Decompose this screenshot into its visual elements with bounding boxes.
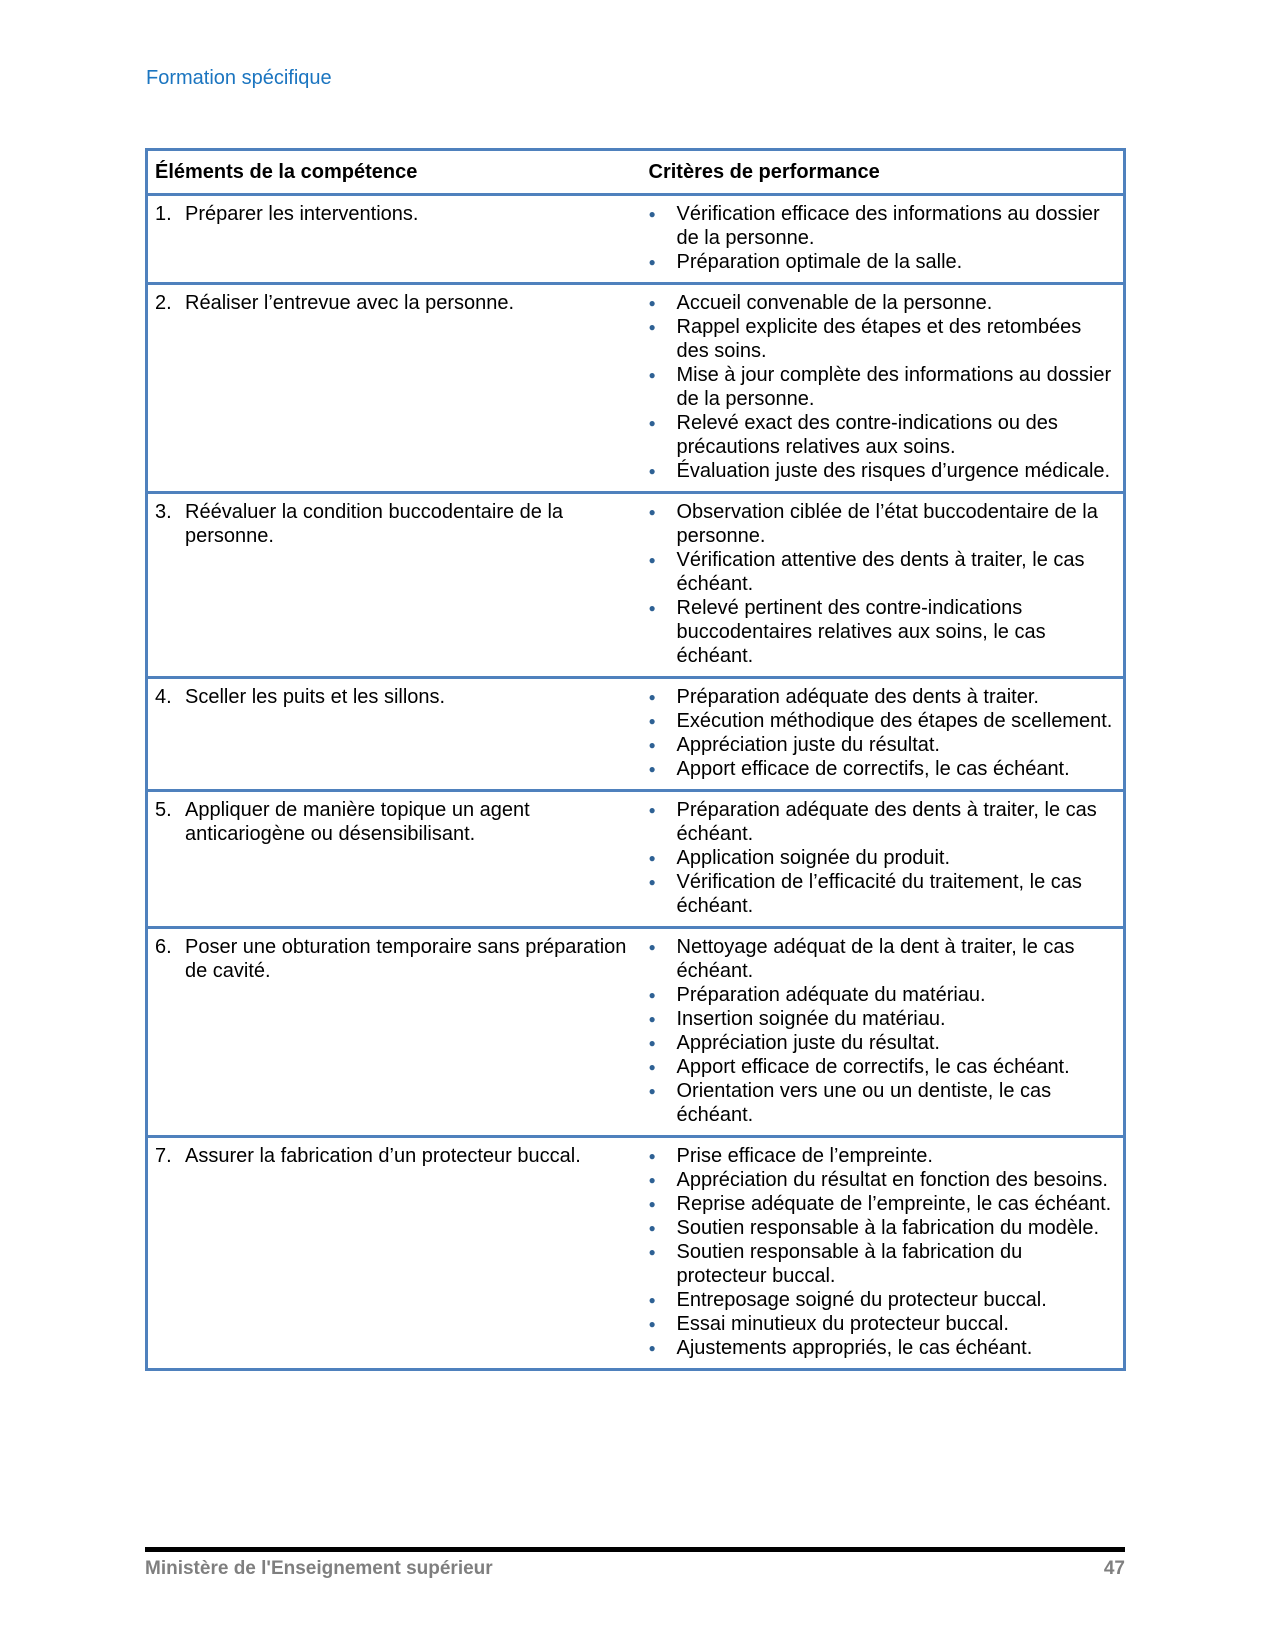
bullet-icon: ● (648, 1341, 656, 1355)
criteria-item (649, 798, 1118, 846)
criteria-cell (641, 284, 1125, 493)
bullet-icon: ● (648, 553, 656, 567)
criteria-item (649, 1055, 1118, 1079)
criteria-text: Évaluation juste des risques d’urgence médicale. (676, 460, 1111, 482)
bullet-icon: ● (648, 714, 656, 728)
item-number: 7. (155, 1145, 172, 1167)
item-number: 3. (155, 501, 172, 523)
criteria-item (649, 1312, 1118, 1336)
table-header-row (147, 150, 1125, 195)
criteria-item (649, 935, 1118, 983)
bullet-icon: ● (648, 1173, 656, 1187)
criteria-item (649, 983, 1118, 1007)
criteria-text: Appréciation juste du résultat. (676, 734, 940, 756)
footer-ministry-label: Ministère de l'Enseignement supérieur (145, 1558, 493, 1579)
criteria-item (649, 1168, 1118, 1192)
table-row (147, 791, 1125, 928)
criteria-text: Insertion soignée du matériau. (676, 1008, 946, 1030)
bullet-icon: ● (648, 296, 656, 310)
element-text: Préparer les interventions. (185, 203, 419, 225)
bullet-icon: ● (648, 207, 656, 221)
criteria-text: Vérification de l’efficacité du traitement, le cas échéant. (676, 871, 1082, 917)
criteria-text: Relevé exact des contre-indications ou des précautions relatives aux soins. (676, 412, 1058, 458)
criteria-text: Appréciation du résultat en fonction des besoins. (676, 1169, 1108, 1191)
bullet-icon: ● (648, 1197, 656, 1211)
criteria-cell (641, 1137, 1125, 1370)
criteria-text: Prise efficace de l’empreinte. (676, 1145, 933, 1167)
bullet-icon: ● (648, 1149, 656, 1163)
criteria-text: Vérification attentive des dents à traiter, le cas échéant. (676, 549, 1085, 595)
bullet-icon: ● (648, 1036, 656, 1050)
criteria-cell (641, 493, 1125, 678)
criteria-item (649, 315, 1118, 363)
item-number: 5. (155, 799, 172, 821)
criteria-item (649, 202, 1118, 250)
bullet-icon: ● (648, 1060, 656, 1074)
element-cell (147, 493, 641, 678)
criteria-cell (641, 678, 1125, 791)
bullet-icon: ● (648, 762, 656, 776)
item-number: 6. (155, 936, 172, 958)
table-row (147, 678, 1125, 791)
criteria-item (649, 1144, 1118, 1168)
page-footer (145, 1547, 1125, 1580)
criteria-text: Préparation adéquate des dents à traiter, le cas échéant. (676, 799, 1097, 845)
item-number: 2. (155, 292, 172, 314)
element-text: Appliquer de manière topique un agent anticariogène ou désensibilisant. (185, 799, 530, 845)
bullet-icon: ● (648, 738, 656, 752)
element-text: Poser une obturation temporaire sans préparation de cavité. (185, 936, 627, 982)
bullet-icon: ● (648, 255, 656, 269)
bullet-icon: ● (648, 851, 656, 865)
criteria-item (649, 250, 1118, 274)
criteria-item (649, 709, 1118, 733)
page-number: 47 (1103, 1558, 1125, 1579)
criteria-item (649, 459, 1118, 483)
bullet-icon: ● (648, 416, 656, 430)
criteria-item (649, 846, 1118, 870)
criteria-item (649, 291, 1118, 315)
criteria-item (649, 1007, 1118, 1031)
table-row (147, 928, 1125, 1137)
element-cell (147, 678, 641, 791)
element-cell (147, 284, 641, 493)
criteria-text: Relevé pertinent des contre-indications buccodentaires relatives aux soins, le cas échéant. (676, 597, 1046, 667)
criteria-text: Accueil convenable de la personne. (676, 292, 993, 314)
criteria-item (649, 411, 1118, 459)
criteria-item (649, 1031, 1118, 1055)
bullet-icon: ● (648, 803, 656, 817)
criteria-item (649, 1216, 1118, 1240)
bullet-icon: ● (648, 601, 656, 615)
criteria-text: Essai minutieux du protecteur buccal. (676, 1313, 1009, 1335)
criteria-text: Préparation adéquate du matériau. (676, 984, 986, 1006)
bullet-icon: ● (648, 368, 656, 382)
item-number: 4. (155, 686, 172, 708)
criteria-item (649, 363, 1118, 411)
bullet-icon: ● (648, 1012, 656, 1026)
criteria-text: Rappel explicite des étapes et des retombées des soins. (676, 316, 1082, 362)
bullet-icon: ● (648, 505, 656, 519)
criteria-text: Nettoyage adéquat de la dent à traiter, le cas échéant. (676, 936, 1075, 982)
element-text: Assurer la fabrication d’un protecteur buccal. (185, 1145, 581, 1167)
criteria-text: Application soignée du produit. (676, 847, 951, 869)
criteria-cell (641, 195, 1125, 284)
criteria-item (649, 685, 1118, 709)
footer-rule (145, 1547, 1125, 1552)
bullet-icon: ● (648, 988, 656, 1002)
bullet-icon: ● (648, 875, 656, 889)
criteria-text: Apport efficace de correctifs, le cas échéant. (676, 758, 1070, 780)
criteria-item (649, 1336, 1118, 1360)
bullet-icon: ● (648, 1245, 656, 1259)
column-header-criteres: Critères de performance (641, 150, 1125, 195)
criteria-text: Soutien responsable à la fabrication du modèle. (676, 1217, 1099, 1239)
criteria-item (649, 757, 1118, 781)
criteria-text: Apport efficace de correctifs, le cas échéant. (676, 1056, 1070, 1078)
bullet-icon: ● (648, 1317, 656, 1331)
criteria-item (649, 870, 1118, 918)
criteria-item (649, 1288, 1118, 1312)
table-row (147, 1137, 1125, 1370)
bullet-icon: ● (648, 464, 656, 478)
criteria-item (649, 500, 1118, 548)
criteria-item (649, 548, 1118, 596)
page-header-label: Formation spécifique (146, 67, 332, 89)
element-text: Sceller les puits et les sillons. (185, 686, 446, 708)
criteria-text: Appréciation juste du résultat. (676, 1032, 940, 1054)
criteria-text: Préparation optimale de la salle. (676, 251, 963, 273)
criteria-text: Exécution méthodique des étapes de scellement. (676, 710, 1113, 732)
criteria-text: Préparation adéquate des dents à traiter. (676, 686, 1039, 708)
bullet-icon: ● (648, 690, 656, 704)
element-text: Réévaluer la condition buccodentaire de la personne. (185, 501, 564, 547)
criteria-text: Vérification efficace des informations au dossier de la personne. (676, 203, 1100, 249)
criteria-text: Reprise adéquate de l’empreinte, le cas échéant. (676, 1193, 1112, 1215)
bullet-icon: ● (648, 1293, 656, 1307)
criteria-text: Ajustements appropriés, le cas échéant. (676, 1337, 1033, 1359)
bullet-icon: ● (648, 320, 656, 334)
table-row (147, 493, 1125, 678)
element-cell (147, 1137, 641, 1370)
table-row (147, 195, 1125, 284)
criteria-item (649, 733, 1118, 757)
element-cell (147, 791, 641, 928)
element-text: Réaliser l’entrevue avec la personne. (185, 292, 515, 314)
element-cell (147, 195, 641, 284)
criteria-cell (641, 791, 1125, 928)
element-cell (147, 928, 641, 1137)
criteria-item (649, 1240, 1118, 1288)
criteria-item (649, 1192, 1118, 1216)
criteria-text: Soutien responsable à la fabrication du protecteur buccal. (676, 1241, 1023, 1287)
criteria-text: Entreposage soigné du protecteur buccal. (676, 1289, 1047, 1311)
criteria-item (649, 596, 1118, 668)
column-header-elements: Éléments de la compétence (147, 150, 641, 195)
criteria-text: Observation ciblée de l’état buccodentaire de la personne. (676, 501, 1098, 547)
criteria-text: Mise à jour complète des informations au dossier de la personne. (676, 364, 1112, 410)
competence-table (145, 148, 1126, 1371)
bullet-icon: ● (648, 1084, 656, 1098)
criteria-item (649, 1079, 1118, 1127)
bullet-icon: ● (648, 1221, 656, 1235)
criteria-text: Orientation vers une ou un dentiste, le cas échéant. (676, 1080, 1052, 1126)
bullet-icon: ● (648, 940, 656, 954)
criteria-cell (641, 928, 1125, 1137)
table-row (147, 284, 1125, 493)
item-number: 1. (155, 203, 172, 225)
